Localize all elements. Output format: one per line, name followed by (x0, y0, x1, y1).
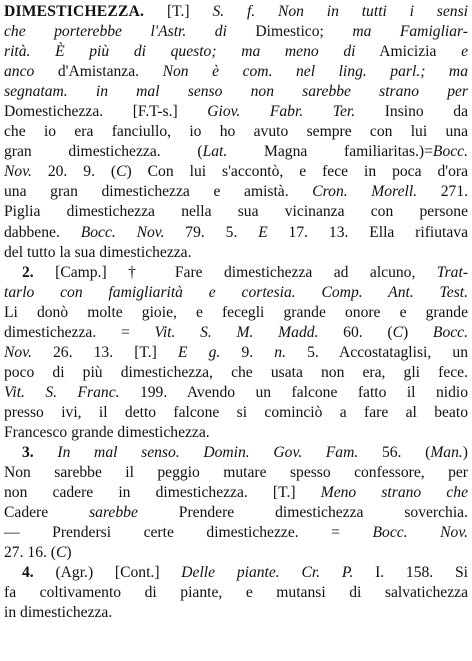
text-segment: Prendere dimestichezza soverchia. (137, 504, 468, 522)
text-segment: ) (66, 544, 72, 562)
text-segment: 56. ( (358, 444, 431, 462)
text-segment: non cadere in dimestichezza. [T.] (4, 484, 321, 502)
text-segment: Vit. S. M. Madd. (154, 323, 319, 341)
text-segment: poco di più dimestichezza, che usata non era, gli fece. (4, 363, 468, 381)
text-segment: d'Amistanza. (34, 63, 163, 81)
entry-line (4, 363, 468, 383)
text-segment (217, 43, 242, 60)
entry-line (4, 583, 468, 603)
text-segment: 60. ( (318, 323, 393, 341)
text-segment: Bocc. Nov. (372, 524, 469, 542)
text-segment: in dimestichezza. (4, 604, 113, 622)
text-segment: che io era fanciullo, io ho avuto sempre con lui una (4, 123, 468, 141)
text-segment: [Camp.] † Fare dimestichezza ad alcuno, (33, 263, 437, 281)
text-segment: Insino da (355, 103, 468, 121)
text-segment: [T.] (144, 3, 213, 20)
text-segment: 5. Accostataglisi, un (285, 343, 468, 361)
text-segment: 27. 16. ( (4, 544, 56, 562)
text-segment: gran dimestichezza. ( (4, 143, 203, 161)
text-segment: Nov. (4, 163, 32, 181)
sense-number: 3. (22, 444, 34, 462)
text-segment: n. (274, 343, 286, 361)
text-segment: Magna familiaritas.)= (227, 143, 433, 161)
text-segment: I. 158. Si (353, 564, 468, 582)
text-segment: del tutto la sua dimestichezza. (4, 243, 192, 261)
text-segment: dabbene. (4, 223, 81, 241)
entry-line (4, 543, 468, 563)
text-segment: ma Famigliar- (352, 23, 468, 41)
entry-line (4, 2, 468, 22)
sense-number: 4. (22, 564, 34, 582)
headword: DIMESTICHEZZA. (4, 3, 145, 20)
text-segment: Delle piante. Cr. P. (181, 564, 354, 582)
text-segment: ma meno di (241, 43, 356, 61)
entry-line (4, 182, 468, 202)
text-segment: e (461, 43, 468, 61)
text-segment: ) (403, 323, 433, 341)
text-segment: Nov. (4, 343, 32, 361)
text-segment (34, 444, 58, 461)
entry-line (4, 303, 468, 323)
text-segment: 9. (220, 343, 275, 361)
text-segment: Trat- (436, 263, 468, 281)
entry-line (4, 443, 468, 463)
text-segment: C (116, 163, 127, 181)
text-segment: Bocc. (432, 143, 468, 161)
text-segment: Bocc. Nov. (80, 223, 165, 241)
text-segment: sarebbe (89, 504, 138, 522)
entry-line (4, 162, 468, 182)
text-segment: Bocc. (432, 323, 468, 341)
text-segment: rità. È più di questo; (4, 43, 217, 61)
text-segment: presso ivi, il detto falcone si cominciò a fare al beato (4, 403, 468, 421)
entry-line (4, 102, 468, 122)
text-segment: fa coltivamento di piante, e mutansi di salvatichezza (4, 584, 468, 602)
text-segment: (Agr.) [Cont.] (33, 564, 182, 582)
entry-line (4, 42, 468, 62)
sense-number: 2. (22, 263, 34, 281)
text-segment: Man. (430, 444, 463, 462)
text-segment: Cadere (4, 504, 90, 522)
entry-line (4, 263, 468, 283)
text-segment: Amicizia (355, 43, 462, 61)
text-segment: 199. Avendo un falcone fatto il nidio (119, 383, 468, 401)
text-segment: Meno strano che (320, 484, 468, 502)
entry-line (4, 122, 468, 142)
entry-line (4, 523, 468, 543)
text-segment: 271. (417, 183, 469, 201)
text-segment: segnatam. in mal senso non sarebbe strano per (4, 83, 468, 101)
text-segment: Piglia dimestichezza nella sua vicinanza con persone (4, 203, 468, 221)
entry-line (4, 483, 468, 503)
text-segment: ) (462, 444, 468, 462)
text-segment: S. f. Non in tutti i sensi (212, 3, 468, 20)
entry-line (4, 403, 468, 423)
text-segment: Non sarebbe il peggio mutare spesso confessore, per (4, 464, 468, 482)
text-segment: Vit. S. Franc. (4, 383, 120, 401)
text-segment: Giov. Fabr. Ter. (207, 103, 356, 121)
entry-line (4, 22, 468, 42)
text-segment: Lat. (202, 143, 228, 161)
text-segment: 20. 9. ( (31, 163, 117, 181)
entry-line (4, 223, 468, 243)
text-segment: una gran dimestichezza e amistà. (4, 183, 313, 201)
entry-line (4, 323, 468, 343)
entry-line (4, 283, 468, 303)
dictionary-entry (4, 2, 468, 623)
entry-line (4, 503, 468, 523)
text-segment: E g. (177, 343, 221, 361)
entry-line (4, 343, 468, 363)
text-segment: Francesco grande dimestichezza. (4, 423, 210, 441)
text-segment: Dimestico; (226, 23, 353, 41)
entry-line (4, 142, 468, 162)
entry-line (4, 62, 468, 82)
entry-line (4, 383, 468, 403)
text-segment: Li donò molte gioie, e fecegli grande onore e grande (4, 303, 468, 321)
entry-line (4, 82, 468, 102)
entry-line (4, 243, 468, 263)
text-segment: C (392, 323, 403, 341)
text-segment: Non è com. nel ling. parl.; ma (162, 63, 468, 81)
text-segment: che porterebbe l'Astr. di (4, 23, 227, 41)
text-segment: dimestichezza. = (4, 323, 155, 341)
text-segment: 79. 5. (164, 223, 259, 241)
text-segment: — Prendersi certe dimestichezze. = (4, 524, 373, 542)
text-segment: 17. 13. Ella rifiutava (267, 223, 468, 241)
text-segment: 26. 13. [T.] (31, 343, 178, 361)
text-segment: Domestichezza. [F.T-s.] (4, 103, 208, 121)
entry-line (4, 603, 468, 623)
text-segment: anco (4, 63, 35, 81)
text-segment: C (55, 544, 67, 562)
entry-line (4, 463, 468, 483)
entry-line (4, 563, 468, 583)
entry-line (4, 423, 468, 443)
entry-line (4, 202, 468, 222)
text-segment: In mal senso. Domin. Gov. Fam. (57, 444, 359, 462)
text-segment: tarlo con famigliarità e cortesia. Comp. Ant. Test. (4, 283, 468, 301)
text-segment: ) Con lui s'accontò, e fece in poca d'ora (126, 163, 468, 181)
text-segment: E (258, 223, 268, 241)
text-segment: Cron. Morell. (312, 183, 418, 201)
